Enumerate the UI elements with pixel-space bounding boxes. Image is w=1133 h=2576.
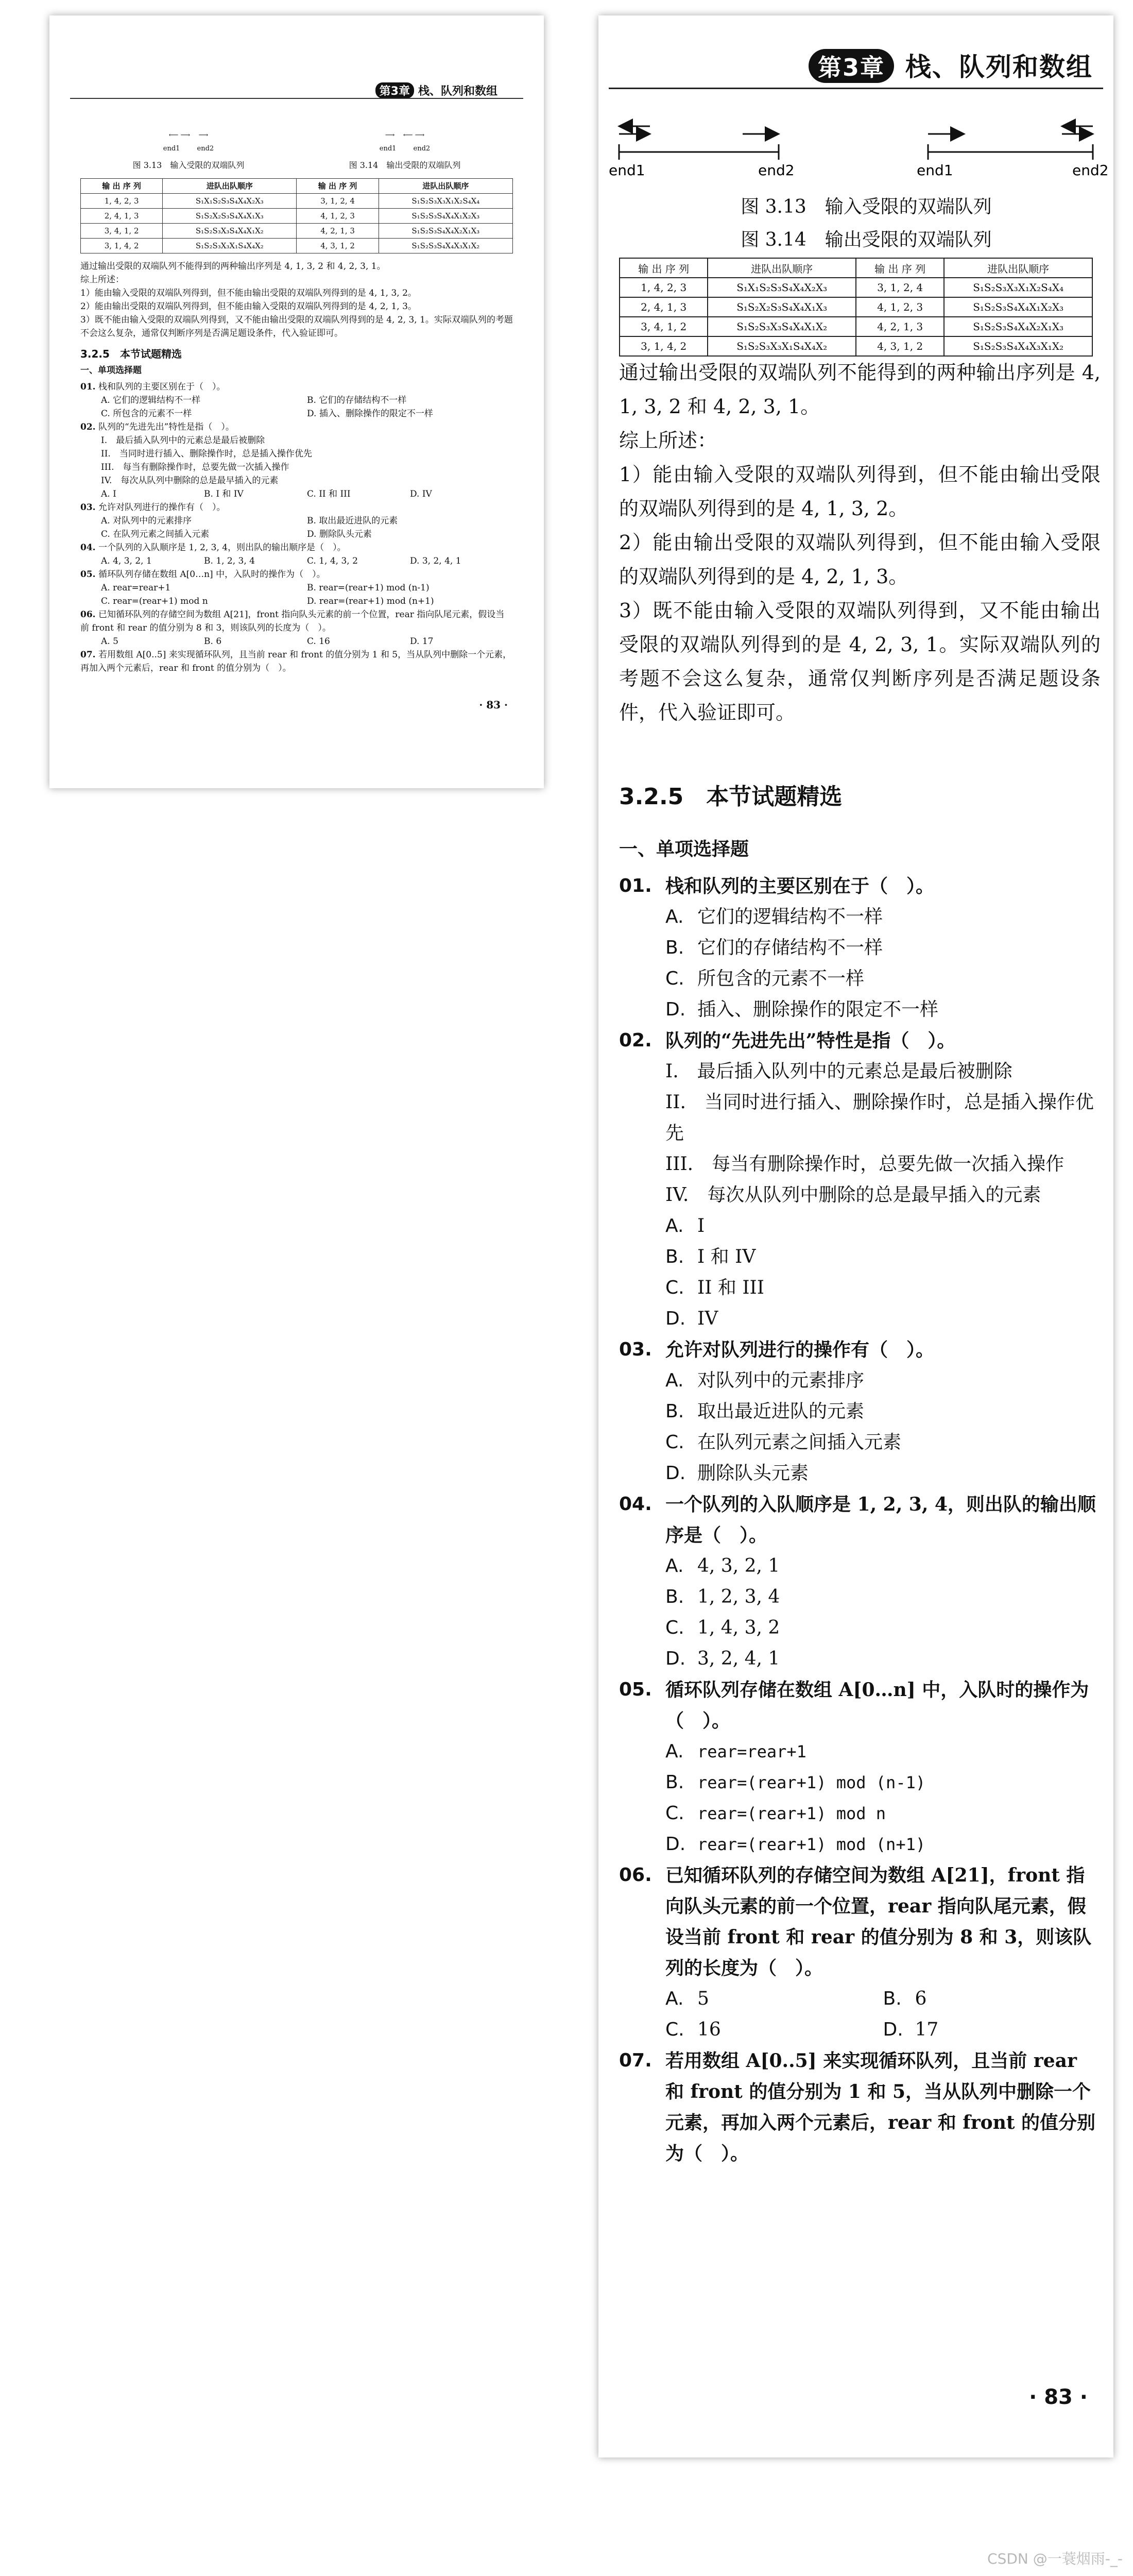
section-title: 3.2.5 本节试题精选	[619, 784, 843, 810]
question-07	[619, 2045, 1101, 2169]
diagram-input-restricted	[609, 126, 795, 179]
paragraph: 1）能由输入受限的双端队列得到，但不能由输出受限的双端队列得到的是 4, 1, 3, 2。	[619, 463, 1101, 520]
statement-iv: IV. 每次从队列中删除的总是最早插入的元素	[665, 1184, 1041, 1206]
paragraph: 通过输出受限的双端队列不能得到的两种输出序列是 4, 1, 3, 2 和 4, 2, 3, 1。	[619, 361, 1101, 418]
caption-fig-3-14: 图 3.14 输出受限的双端队列	[741, 229, 992, 250]
paragraph: 综上所述：	[619, 429, 717, 452]
thumb-caption-313: 图 3.13 输入受限的双端队列	[132, 160, 245, 170]
question-text: 若用数组 A[0..5] 来实现循环队列，且当前 rear 和 front 的值分别为 1 和 5，当从队列中删除一个元素，再加入两个元素后，rear 和 front 的值分别为（ ）。	[665, 2050, 1096, 2164]
question-text: 一个队列的入队顺序是 1, 2, 3, 4，则出队的输出顺序是（ ）。	[665, 1494, 1096, 1546]
csdn-watermark: CSDN @一蓑烟雨-_-	[987, 2550, 1123, 2567]
figure-captions	[598, 191, 1113, 257]
option-a: A. I	[665, 1215, 705, 1236]
question-number: 07.	[619, 2050, 652, 2071]
thumb-chapter-badge: 第3章	[375, 82, 414, 98]
option-d: D. rear=(rear+1) mod (n+1)	[665, 1834, 926, 1855]
diagram-output-restricted	[917, 126, 1109, 179]
question-text: 循环队列存储在数组 A[0…n] 中，入队时的操作为（ ）。	[665, 1679, 1089, 1732]
page-number: · 83 ·	[1029, 2385, 1088, 2409]
thumb-diagram-314: ⟶ ⟵ ⟶ end1 end2	[379, 131, 431, 152]
thumb-subsection-title: 一、单项选择题	[80, 365, 142, 376]
end1-label: end1	[609, 162, 645, 179]
chapter-badge: 第3章	[809, 49, 894, 83]
option-a: A. 它们的逻辑结构不一样	[665, 906, 883, 927]
table-header-row: 输 出 序 列 进队出队顺序 输 出 序 列 进队出队顺序	[620, 258, 1092, 278]
question-number: 03.	[619, 1339, 652, 1360]
option-c: C. 所包含的元素不一样	[665, 968, 865, 989]
thumb-diagram-313: ⟵ ⟶ ⟶ end1 end2	[163, 131, 214, 152]
subsection-title: 一、单项选择题	[619, 839, 749, 860]
thumb-section-title: 3.2.5 本节试题精选	[80, 348, 182, 360]
thumb-chapter-title: 栈、队列和数组	[418, 85, 497, 98]
option-d: D. 3, 2, 4, 1	[665, 1648, 780, 1669]
thumb-diagrams	[80, 129, 513, 156]
statement-iii: III. 每当有删除操作时，总要先做一次插入操作	[665, 1154, 1065, 1175]
option-c: C. 16	[665, 2019, 721, 2040]
thumb-chapter-header	[375, 82, 497, 98]
explanation-text	[619, 355, 1101, 730]
question-text: 已知循环队列的存储空间为数组 A[21]，front 指向队头元素的前一个位置，rear 指向队尾元素，假设当前 front 和 rear 的值分别为 8 和 3，则该队列的长度为（ ）。	[665, 1865, 1092, 1979]
end1-label-2: end1	[917, 162, 953, 179]
chapter-title: 栈、队列和数组	[905, 52, 1093, 82]
question-number: 05.	[619, 1679, 652, 1700]
table-row: 3, 1, 4, 2 S₁S₂S₃X₃X₁S₄X₄X₂ 4, 3, 1, 2 S₁S₂S₃S₄X₄X₃X₁X₂	[620, 336, 1092, 356]
deque-diagrams-svg	[609, 103, 1113, 180]
table-row: 1, 4, 2, 3 S₁X₁S₂S₃S₄X₄X₂X₃ 3, 1, 2, 4 S₁S₂S₃X₃X₁X₂S₄X₄	[620, 278, 1092, 297]
option-row	[619, 2014, 1101, 2045]
option-c: C. 在队列元素之间插入元素	[665, 1432, 902, 1453]
paragraph: 2）能由输出受限的双端队列得到，但不能由输入受限的双端队列得到的是 4, 2, 1, 3。	[619, 531, 1101, 588]
deque-diagrams	[609, 103, 1113, 180]
table-row: 3, 4, 1, 2 S₁S₂S₃X₃S₄X₄X₁X₂ 4, 2, 1, 3 S₁S₂S₃S₄X₄X₂X₁X₃	[620, 317, 1092, 336]
caption-fig-3-13: 图 3.13 输入受限的双端队列	[741, 196, 992, 217]
header-rule	[609, 88, 1103, 89]
option-a: A. 4, 3, 2, 1	[665, 1555, 780, 1577]
end2-label: end2	[758, 162, 795, 179]
option-b: B. rear=(rear+1) mod (n-1)	[665, 1772, 926, 1793]
chapter-header	[809, 46, 1093, 83]
end2-label-2: end2	[1072, 162, 1109, 179]
option-b: B. I 和 IV	[665, 1246, 756, 1267]
option-c: C. II 和 III	[665, 1277, 764, 1298]
option-a: A. rear=rear+1	[665, 1741, 806, 1762]
question-text: 允许对队列进行的操作有（ ）。	[665, 1339, 935, 1361]
question-06	[619, 1860, 1101, 1984]
table-row: 2, 4, 1, 3 S₁S₂X₂S₃S₄X₄X₁X₃ 4, 1, 2, 3 S₁S₂S₃S₄X₄X₁X₂X₃	[620, 297, 1092, 317]
option-c: C. 1, 4, 3, 2	[665, 1617, 780, 1638]
statement-ii: II. 当同时进行插入、删除操作时，总是插入操作优先	[665, 1092, 1094, 1144]
thumb-caption-314: 图 3.14 输出受限的双端队列	[349, 160, 461, 170]
option-a: A. 5	[665, 1988, 709, 2009]
question-list	[619, 871, 1101, 2169]
thumb-fig-captions	[80, 159, 513, 172]
option-b: B. 1, 2, 3, 4	[665, 1586, 780, 1607]
question-number: 04.	[619, 1494, 652, 1515]
option-d: D. 插入、删除操作的限定不一样	[665, 999, 939, 1020]
question-text: 栈和队列的主要区别在于（ ）。	[665, 875, 935, 897]
option-d: D. IV	[665, 1308, 718, 1329]
question-number: 06.	[619, 1865, 652, 1886]
statement-i: I. 最后插入队列中的元素总是最后被删除	[665, 1061, 1012, 1082]
thumb-table: 输 出 序 列 进队出队顺序 输 出 序 列 进队出队顺序 1, 4, 2, 3 S₁X₁S₂S₃S₄X₄X₂X₃ 3, 1, 2, 4 S₁S₂S₃X₃X₁X₂S₄X₄ 2, 4, 1, 3 S₁S₂X₂S₃S₄X₄X₁X₃ 4, 1, 2, 3 S₁S₂S₃S₄X₄X₁X₂X₃ 3, 4, 1, 2 S₁S₂S₃X₃S₄X₄X₁X₂ 4, 2, 1, 3 S₁S₂S₃S₄X₄X₂X₁X₃ 3, 1, 4, 2 S₁S₂S₃X₃X₁S₄X₄X₂ 4, 3, 1, 2 S₁S₂S₃S₄X₄X₃X₁X₂	[80, 178, 513, 253]
option-b: B. 6	[883, 1988, 927, 2009]
question-05	[619, 1674, 1101, 1736]
option-row	[619, 1984, 1101, 2014]
question-04	[619, 1489, 1101, 1551]
option-d: D. 删除队头元素	[665, 1463, 809, 1484]
sequence-table	[619, 258, 1093, 357]
option-a: A. 对队列中的元素排序	[665, 1370, 865, 1391]
main-page	[598, 15, 1113, 2458]
question-number: 01.	[619, 875, 652, 896]
option-c: C. rear=(rear+1) mod n	[665, 1803, 886, 1824]
option-b: B. 它们的存储结构不一样	[665, 937, 883, 958]
option-d: D. 17	[883, 2019, 939, 2040]
question-text: 队列的“先进先出”特性是指（ ）。	[665, 1030, 956, 1052]
thumbnail-page	[49, 15, 544, 788]
thumb-page-number: · 83 ·	[479, 699, 508, 711]
thumb-header-rule	[70, 98, 523, 99]
paragraph: 3）既不能由输入受限的双端队列得到，又不能由输出受限的双端队列得到的是 4, 2, 3, 1。实际双端队列的考题不会这么复杂，通常仅判断序列是否满足题设条件，代入验证即可。	[619, 599, 1101, 724]
question-number: 02.	[619, 1030, 652, 1051]
thumb-content: ⟵ ⟶ ⟶ end1 end2 ⟶ ⟵ ⟶ end1 end2 图 3.13 输入受限的双端队列 图 3.14 输出受限的双端队列 输 出 序 列 进队出队顺序 输 出 序 列 进队出队顺序 1, 4, 2, 3 S₁X₁S₂S₃S₄X₄X₂X₃ 3, 1, 2, 4 S₁S₂S₃X₃X₁X₂S₄X₄ 2, 4, 1, 3 S₁S₂X₂S₃S₄X₄X₁X₃ 4, 1, 2, 3 S₁S₂S₃S₄X₄X₁X₂X₃ 3, 4, 1, 2 S₁S₂S₃X₃S₄X₄X₁X₂ 4, 2, 1, 3 S₁S₂S₃S₄X₄X₂X₁X₃ 3, 1, 4, 2 S₁S₂S₃X₃X₁S₄X₄X₂ 4, 3, 1, 2 S₁S₂S₃S₄X₄X₃X₁X₂ 通过输出受限的双端队列不能得到的两种输出序列是 4, 1, 3, 2 和 4, 2, 3, 1。 综上所述： 1）能由输入受限的双端队列得到，但不能由输出受限的双端队列得到的是 4, 1, 3, 2。 2）能由输出受限的双端队列得到，但不能由输入受限的双端队列得到的是 4, 2, 1, 3。 3）既不能由输入受限的双端队列得到，又不能由输出受限的双端队列得到的是 4, 2, 3, 1。实际双端队列的考题不会这么复杂，通常仅判断序列是否满足题设条件，代入验证即可。 3.2.5 本节试题精选 一、单项选择题 01. 栈和队列的主要区别在于（ ）。 A. 它们的逻辑结构不一样 B. 它们的存储结构不一样 C. 所包含的元素不一样 D. 插入、删除操作的限定不一样 02. 队列的“先进先出”特性是指（ ）。 I. 最后插入队列中的元素总是最后被删除 II. 当同时进行插入、删除操作时，总是插入操作优先 III. 每当有删除操作时，总要先做一次插入操作 IV. 每次从队列中删除的总是最早插入的元素 A. I B. I 和 IV C. II 和 III D. IV 03. 允许对队列进行的操作有（ ）。 A. 对队列中的元素排序 B. 取出最近进队的元素 C. 在队列元素之间插入元素 D. 删除队头元素 04. 一个队列的入队顺序是 1, 2, 3, 4，则出队的输出顺序是（ ）。 A. 4, 3, 2, 1 B. 1, 2, 3, 4 C. 1, 4, 3, 2 D. 3, 2, 4, 1 05. 循环队列存储在数组 A[0…n] 中，入队时的操作为（ ）。 A. rear=rear+1 B. rear=(rear+1) mod (n-1) C. rear=(rear+1) mod n D. rear=(rear+1) mod (n+1) 06. 已知循环队列的存储空间为数组 A[21]，front 指向队头元素的前一个位置，rear 指向队尾元素，假设当前 front 和 rear 的值分别为 8 和 3，则该队列的长度为（ ）。 A. 5 B. 6 C. 16 D. 17 07. 若用数组 A[0..5] 来实现循环队列，且当前 rear 和 front 的值分别为 1 和 5，当从队列中删除一个元素，再加入两个元素后，rear 和 front 的值分别为（ ）。	[80, 124, 513, 675]
question-03	[619, 1334, 1101, 1365]
question-01	[619, 871, 1101, 902]
question-02	[619, 1025, 1101, 1056]
option-b: B. 取出最近进队的元素	[665, 1401, 865, 1422]
